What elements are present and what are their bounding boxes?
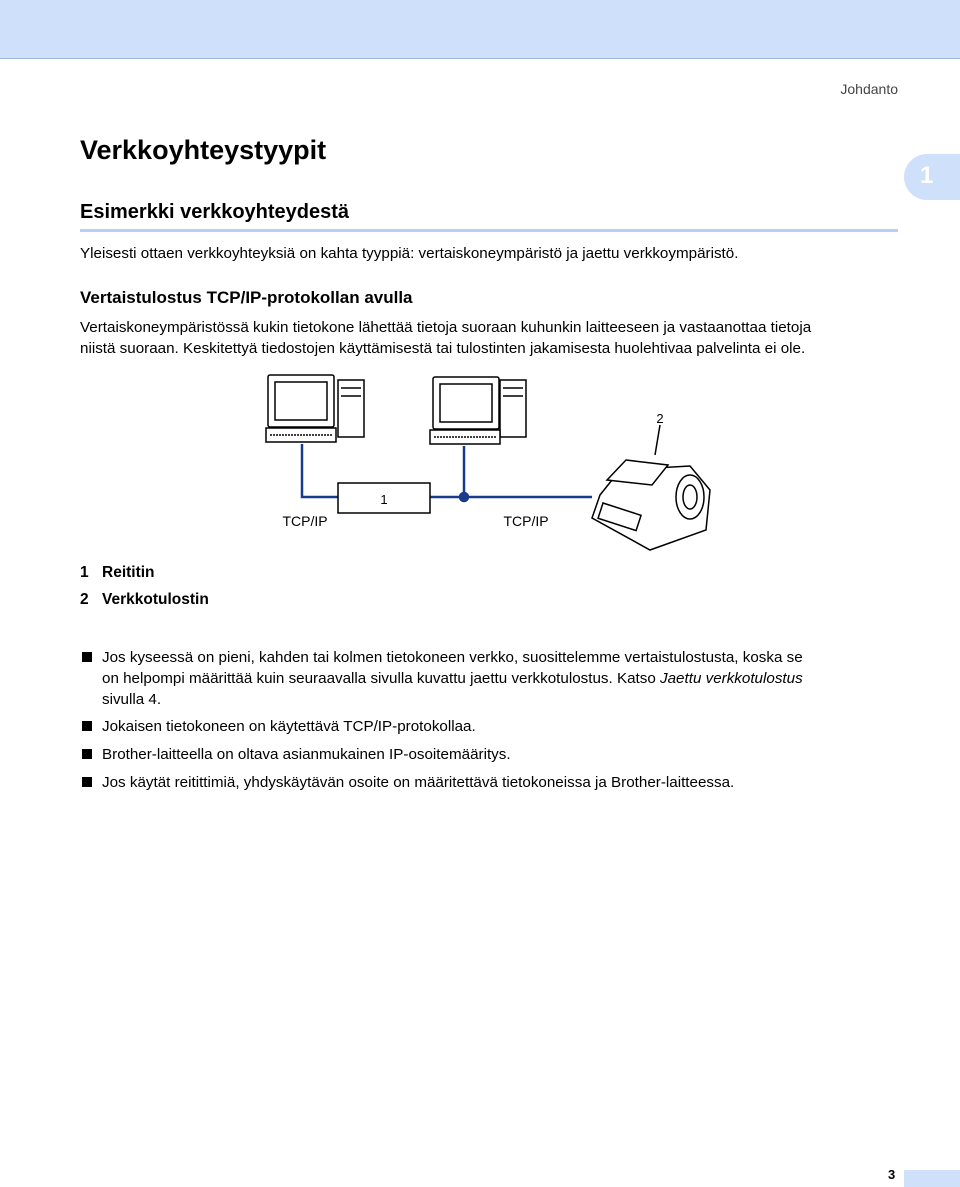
bullet-item bbox=[80, 647, 900, 710]
printer-label: 2 bbox=[656, 411, 664, 426]
subsection-line-1: Vertaiskoneympäristössä kukin tietokone lähettää tietoja suoraan kuhunkin laitteeseen ja vastaanottaa tietoja bbox=[80, 319, 812, 336]
top-band bbox=[0, 0, 960, 59]
bullet-text: Brother-laitteella on oltava asianmukainen IP-osoitemääritys. bbox=[102, 746, 511, 763]
legend-num: 1 bbox=[80, 564, 89, 581]
bullet-text: sivulla 4. bbox=[102, 691, 162, 708]
bullet-square-icon bbox=[82, 749, 92, 759]
left-protocol-label: TCP/IP bbox=[282, 513, 328, 529]
bullet-square-icon bbox=[82, 721, 92, 731]
legend-num: 2 bbox=[80, 591, 89, 608]
bullet-text: Jos käytät reitittimiä, yhdyskäytävän osoite on määritettävä tietokoneissa ja Brother-laitteessa. bbox=[102, 774, 735, 791]
bullet-text: Jos kyseessä on pieni, kahden tai kolmen tietokoneen verkko, suosittelemme vertaistulostusta, koska se bbox=[102, 649, 803, 666]
chapter-number: 1 bbox=[920, 162, 934, 189]
legend-text: Verkkotulostin bbox=[102, 591, 209, 608]
subsection-title: Vertaistulostus TCP/IP-protokollan avulla bbox=[80, 288, 413, 307]
page-number: 3 bbox=[888, 1167, 896, 1182]
legend-item-printer bbox=[80, 591, 209, 609]
bullet-square-icon bbox=[82, 652, 92, 662]
chapter-tab bbox=[904, 154, 960, 200]
right-protocol-label: TCP/IP bbox=[503, 513, 549, 529]
footer-band bbox=[904, 1170, 960, 1187]
subsection-line-2: niistä suoraan. Keskitettyä tiedostojen käyttämisestä tai tulostinten jakamisesta huolehtivaa palvelinta ei ole. bbox=[80, 340, 806, 357]
intro-paragraph: Yleisesti ottaen verkkoyhteyksiä on kahta tyyppiä: vertaiskoneympäristö ja jaettu verkkoympäristö. bbox=[80, 245, 739, 262]
legend-item-router bbox=[80, 564, 155, 582]
bullet-item bbox=[80, 772, 900, 793]
printer bbox=[592, 425, 710, 550]
section-title: Esimerkki verkkoyhteydestä bbox=[80, 201, 350, 223]
cross-reference-link[interactable]: Jaettu verkkotulostus bbox=[660, 670, 803, 687]
section-rule bbox=[80, 229, 898, 232]
bullet-item bbox=[80, 716, 900, 737]
bullet-item bbox=[80, 744, 900, 765]
legend-text: Reititin bbox=[102, 564, 155, 581]
bullet-text: Jokaisen tietokoneen on käytettävä TCP/IP-protokollaa. bbox=[102, 718, 476, 735]
page-title: Verkkoyhteystyypit bbox=[80, 135, 327, 165]
computer-right bbox=[430, 377, 526, 444]
router-label: 1 bbox=[380, 492, 388, 507]
bullet-square-icon bbox=[82, 777, 92, 787]
bullet-text: on helpompi määrittää kuin seuraavalla sivulla kuvattu jaettu verkkotulostus. Katso bbox=[102, 670, 661, 687]
network-diagram bbox=[0, 360, 960, 560]
section-label: Johdanto bbox=[840, 81, 898, 97]
computer-left bbox=[266, 375, 364, 442]
